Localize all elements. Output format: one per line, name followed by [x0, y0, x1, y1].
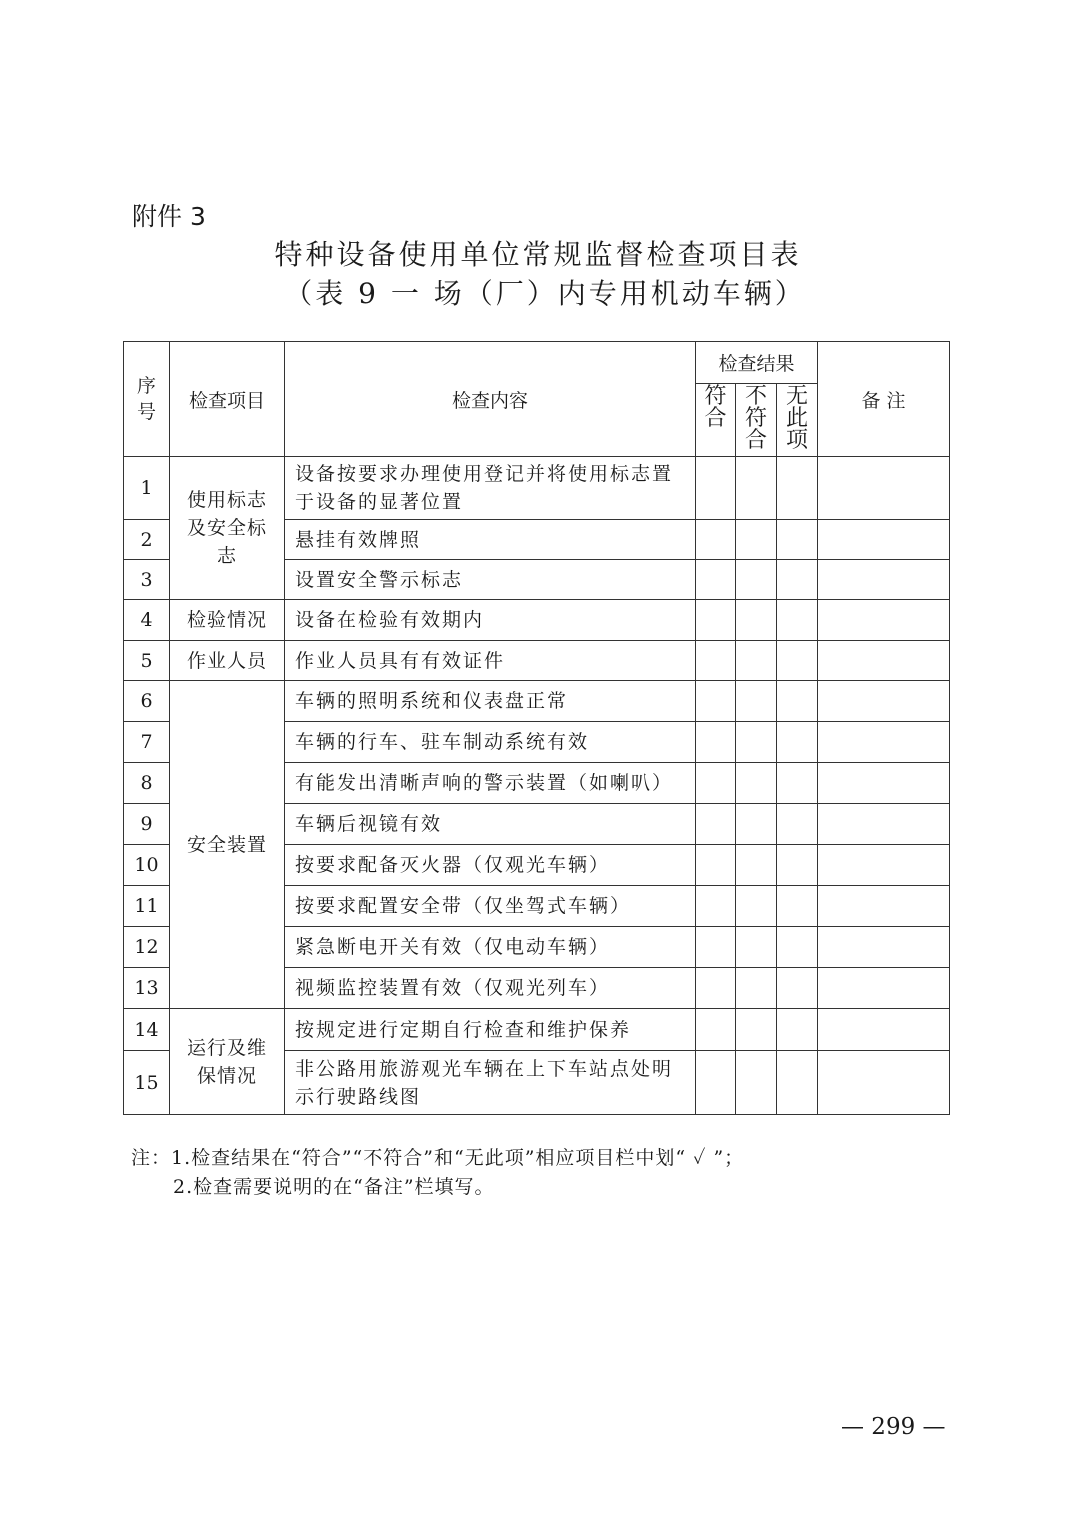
check-content: 车辆后视镜有效	[285, 804, 696, 845]
result-na-cell[interactable]	[777, 457, 818, 520]
row-number: 11	[124, 886, 170, 927]
result-na-cell[interactable]	[777, 722, 818, 763]
check-content: 非公路用旅游观光车辆在上下车站点处明示行驶路线图	[285, 1051, 696, 1115]
result-conform-cell[interactable]	[696, 520, 736, 560]
row-number: 1	[124, 457, 170, 520]
check-content: 车辆的照明系统和仪表盘正常	[285, 681, 696, 722]
remark-cell[interactable]	[818, 641, 950, 681]
result-nonconform-cell[interactable]	[736, 1009, 777, 1051]
row-number: 2	[124, 520, 170, 560]
notes	[131, 1144, 744, 1202]
check-content: 按规定进行定期自行检查和维护保养	[285, 1009, 696, 1051]
row-number: 4	[124, 600, 170, 641]
inspection-table	[123, 341, 950, 1115]
result-na-cell[interactable]	[777, 804, 818, 845]
result-conform-cell[interactable]	[696, 804, 736, 845]
remark-cell[interactable]	[818, 560, 950, 600]
result-nonconform-cell[interactable]	[736, 1051, 777, 1115]
check-content: 悬挂有效牌照	[285, 520, 696, 560]
remark-cell[interactable]	[818, 886, 950, 927]
table-row	[124, 457, 950, 520]
row-number: 8	[124, 763, 170, 804]
remark-cell[interactable]	[818, 1009, 950, 1051]
check-content: 紧急断电开关有效（仅电动车辆）	[285, 927, 696, 968]
result-nonconform-cell[interactable]	[736, 927, 777, 968]
result-nonconform-cell[interactable]	[736, 520, 777, 560]
result-conform-cell[interactable]	[696, 457, 736, 520]
table-row	[124, 1009, 950, 1051]
result-nonconform-cell[interactable]	[736, 722, 777, 763]
check-content: 设备在检验有效期内	[285, 600, 696, 641]
note-line-1: 注：1.检查结果在“符合”“不符合”和“无此项”相应项目栏中划“ ✓ ”；	[131, 1147, 745, 1169]
result-conform-cell[interactable]	[696, 641, 736, 681]
result-header: 检查结果	[696, 342, 818, 384]
remark-header: 备 注	[818, 342, 950, 457]
remark-cell[interactable]	[818, 1051, 950, 1115]
result-na-cell[interactable]	[777, 1051, 818, 1115]
result-nonconform-cell[interactable]	[736, 600, 777, 641]
result-nonconform-cell[interactable]	[736, 845, 777, 886]
remark-cell[interactable]	[818, 681, 950, 722]
result-na-cell[interactable]	[777, 520, 818, 560]
result-na-cell[interactable]	[777, 1009, 818, 1051]
seq-header	[124, 342, 170, 457]
result-na-cell[interactable]	[777, 927, 818, 968]
result-conform-cell[interactable]	[696, 886, 736, 927]
check-content: 按要求配置安全带（仅坐驾式车辆）	[285, 886, 696, 927]
row-number: 15	[124, 1051, 170, 1115]
row-number: 5	[124, 641, 170, 681]
table-row	[124, 681, 950, 722]
table-row	[124, 600, 950, 641]
result-na-cell[interactable]	[777, 886, 818, 927]
result-conform-cell[interactable]	[696, 968, 736, 1009]
result-conform-cell[interactable]	[696, 600, 736, 641]
result-na-cell[interactable]	[777, 641, 818, 681]
check-content: 有能发出清晰声响的警示装置（如喇叭）	[285, 763, 696, 804]
table-body	[124, 457, 950, 1115]
remark-cell[interactable]	[818, 845, 950, 886]
result-na-header: 无 此 项	[777, 384, 818, 457]
page-number: — 299 —	[841, 1414, 946, 1440]
attachment-label: 附件 3	[132, 202, 206, 231]
remark-cell[interactable]	[818, 722, 950, 763]
remark-cell[interactable]	[818, 457, 950, 520]
note-line-2: 2.检查需要说明的在“备注”栏填写。	[173, 1176, 495, 1198]
result-na-cell[interactable]	[777, 845, 818, 886]
result-nonconform-cell[interactable]	[736, 560, 777, 600]
result-nonconform-cell[interactable]	[736, 804, 777, 845]
check-item: 运行及维保情况	[170, 1009, 285, 1115]
page-subtitle: （表 9 一 场（厂）内专用机动车辆）	[284, 277, 806, 310]
check-content: 按要求配备灭火器（仅观光车辆）	[285, 845, 696, 886]
check-content: 设备按要求办理使用登记并将使用标志置于设备的显著位置	[285, 457, 696, 520]
row-number: 3	[124, 560, 170, 600]
result-nonconform-cell[interactable]	[736, 641, 777, 681]
result-conform-cell[interactable]	[696, 1051, 736, 1115]
item-header: 检查项目	[170, 342, 285, 457]
check-content: 车辆的行车、驻车制动系统有效	[285, 722, 696, 763]
result-nonconform-header: 不 符 合	[736, 384, 777, 457]
result-conform-cell[interactable]	[696, 763, 736, 804]
row-number: 6	[124, 681, 170, 722]
remark-cell[interactable]	[818, 968, 950, 1009]
result-nonconform-cell[interactable]	[736, 968, 777, 1009]
row-number: 13	[124, 968, 170, 1009]
result-conform-cell[interactable]	[696, 845, 736, 886]
result-na-cell[interactable]	[777, 681, 818, 722]
result-conform-cell[interactable]	[696, 1009, 736, 1051]
page-title: 特种设备使用单位常规监督检查项目表	[274, 238, 802, 271]
remark-cell[interactable]	[818, 927, 950, 968]
result-nonconform-cell[interactable]	[736, 681, 777, 722]
check-item: 检验情况	[170, 600, 285, 641]
result-na-cell[interactable]	[777, 560, 818, 600]
result-nonconform-cell[interactable]	[736, 457, 777, 520]
remark-cell[interactable]	[818, 520, 950, 560]
result-nonconform-cell[interactable]	[736, 886, 777, 927]
result-na-cell[interactable]	[777, 600, 818, 641]
result-na-cell[interactable]	[777, 968, 818, 1009]
check-content: 作业人员具有有效证件	[285, 641, 696, 681]
check-item: 作业人员	[170, 641, 285, 681]
table-row	[124, 641, 950, 681]
result-conform-cell[interactable]	[696, 927, 736, 968]
result-conform-header: 符 合	[696, 384, 736, 457]
result-nonconform-cell[interactable]	[736, 763, 777, 804]
result-conform-cell[interactable]	[696, 681, 736, 722]
row-number: 14	[124, 1009, 170, 1051]
row-number: 7	[124, 722, 170, 763]
check-content: 视频监控装置有效（仅观光列车）	[285, 968, 696, 1009]
remark-cell[interactable]	[818, 763, 950, 804]
remark-cell[interactable]	[818, 804, 950, 845]
result-conform-cell[interactable]	[696, 560, 736, 600]
row-number: 9	[124, 804, 170, 845]
check-item: 使用标志及安全标志	[170, 457, 285, 600]
content-header: 检查内容	[285, 342, 696, 457]
result-na-cell[interactable]	[777, 763, 818, 804]
check-content: 设置安全警示标志	[285, 560, 696, 600]
seq-header-text: 序 号	[136, 375, 156, 423]
result-conform-cell[interactable]	[696, 722, 736, 763]
row-number: 10	[124, 845, 170, 886]
row-number: 12	[124, 927, 170, 968]
remark-cell[interactable]	[818, 600, 950, 641]
check-item: 安全装置	[170, 681, 285, 1009]
